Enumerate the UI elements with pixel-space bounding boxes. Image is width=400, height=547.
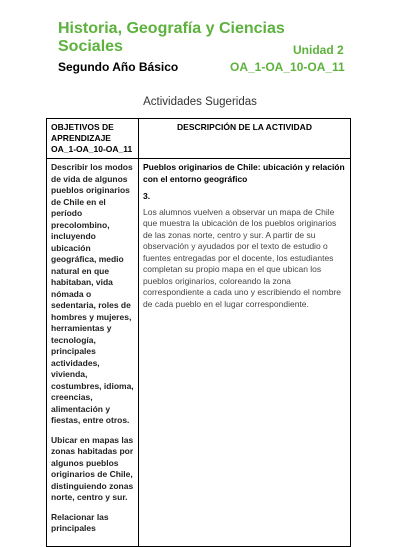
table-header-row <box>47 119 351 159</box>
activity-number: 3. <box>143 191 151 201</box>
objective-item: Describir los modos de vida de algunos pueblos originarios de Chile en el período precolombino, incluyendo ubicación geográfica, medio natural en que habitaban, vida nómada o sedentaria, roles de hombres y mujeres, herramientas y tecnología, principales actividades, vivienda, costumbres, idioma, creencias, alimentación y fiestas, entre otros. <box>51 162 134 425</box>
objective-item: Relacionar las principales <box>51 511 109 533</box>
objective-item: Ubicar en mapas las zonas habitadas por algunos pueblos originarios de Chile, distinguiendo zonas norte, centro y sur. <box>51 434 134 502</box>
section-title: Actividades Sugeridas <box>143 96 257 108</box>
objectives-column-header: OBJETIVOS DE APRENDIZAJE OA_1-OA_10-OA_11 <box>47 119 139 159</box>
grade-label: Segundo Año Básico <box>58 60 179 74</box>
activity-cell <box>139 159 351 547</box>
table-row <box>47 159 351 547</box>
unit-label: Unidad 2 <box>293 43 344 57</box>
activity-title: Pueblos originarios de Chile: ubicación y relación con el entorno geográfico <box>143 162 345 184</box>
document-title: Historia, Geografía y Ciencias Sociales <box>58 20 285 55</box>
objective-code: OA_1-OA_10-OA_11 <box>230 60 345 74</box>
objectives-cell <box>47 159 139 547</box>
description-column-header: DESCRIPCIÓN DE LA ACTIVIDAD <box>139 119 351 159</box>
activities-table <box>46 118 351 547</box>
document-header <box>58 20 348 74</box>
activity-description: Los alumnos vuelven a observar un mapa de Chile que muestra la ubicación de los pueblos originarios de las zonas norte, centro y sur. A partir de su observación y ayudados por el texto de estudio o fuentes entregadas por el docente, los estudiantes completan su propio mapa en el que ubican los pueblos originarios, coloreando la zona correspondiente a cada uno y escribiendo el nombre de cada pueblo en el lugar correspondiente. <box>143 206 341 309</box>
